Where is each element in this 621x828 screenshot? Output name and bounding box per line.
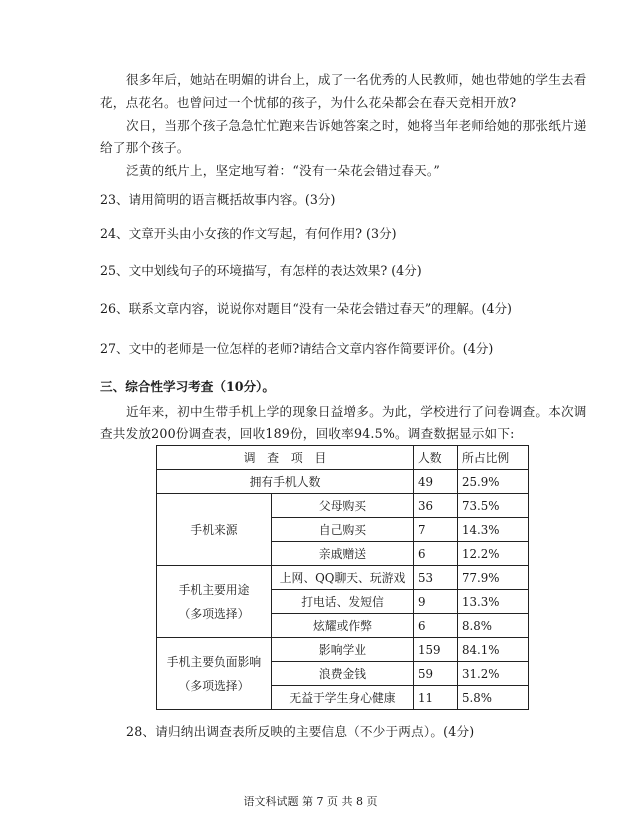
section-3-title: 三、综合性学习考查（10分）。 (100, 379, 275, 394)
total-label: 拥有手机人数 (157, 470, 414, 494)
row-count: 159 (414, 638, 458, 662)
row-item: 打电话、发短信 (272, 590, 414, 614)
survey-table (156, 445, 529, 710)
row-count: 6 (414, 614, 458, 638)
group-label-source: 手机来源 (157, 494, 272, 566)
row-item: 炫耀或作弊 (272, 614, 414, 638)
row-item: 自己购买 (272, 518, 414, 542)
row-count: 59 (414, 662, 458, 686)
story-para2-line2: 给了那个孩子。 (100, 140, 190, 155)
table-header-row (157, 446, 529, 470)
row-pct: 12.2% (458, 542, 529, 566)
row-item: 上网、QQ聊天、玩游戏 (272, 566, 414, 590)
header-count: 人数 (414, 446, 458, 470)
row-item: 浪费金钱 (272, 662, 414, 686)
row-count: 53 (414, 566, 458, 590)
header-pct: 所占比例 (458, 446, 529, 470)
row-pct: 84.1% (458, 638, 529, 662)
question-26: 26、联系文章内容，说说你对题目“没有一朵花会错过春天”的理解。(4分) (100, 301, 512, 316)
row-count: 7 (414, 518, 458, 542)
header-item: 调 查 项 目 (157, 446, 414, 470)
row-pct: 5.8% (458, 686, 529, 710)
page-footer: 语文科试题 第 7 页 共 8 页 (243, 795, 378, 808)
group-label-usage: 手机主要用途 （多项选择） (157, 566, 272, 638)
group-label-impact: 手机主要负面影响 （多项选择） (157, 638, 272, 710)
row-pct: 31.2% (458, 662, 529, 686)
row-count: 11 (414, 686, 458, 710)
row-count: 6 (414, 542, 458, 566)
total-pct: 25.9% (458, 470, 529, 494)
table-row (157, 566, 529, 590)
row-count: 9 (414, 590, 458, 614)
table-row (157, 638, 529, 662)
row-pct: 8.8% (458, 614, 529, 638)
row-pct: 73.5% (458, 494, 529, 518)
total-count: 49 (414, 470, 458, 494)
row-pct: 77.9% (458, 566, 529, 590)
row-pct: 13.3% (458, 590, 529, 614)
question-24: 24、文章开头由小女孩的作文写起，有何作用? (3分) (100, 226, 397, 241)
row-item: 父母购买 (272, 494, 414, 518)
question-23: 23、请用简明的语言概括故事内容。(3分) (100, 192, 336, 207)
question-25: 25、文中划线句子的环境描写，有怎样的表达效果? (4分) (100, 263, 422, 278)
row-item: 无益于学生身心健康 (272, 686, 414, 710)
table-row (157, 470, 529, 494)
story-para2-line1: 次日，当那个孩子急急忙忙跑来告诉她答案之时，她将当年老师给她的那张纸片递 (126, 118, 587, 133)
table-row (157, 494, 529, 518)
row-item: 影响学业 (272, 638, 414, 662)
row-pct: 14.3% (458, 518, 529, 542)
row-count: 36 (414, 494, 458, 518)
question-28: 28、请归纳出调查表所反映的主要信息（不少于两点）。(4分) (126, 724, 475, 739)
row-item: 亲戚赠送 (272, 542, 414, 566)
section-3-intro-line2: 查共发放200份调查表，回收189份，回收率94.5%。调查数据显示如下: (100, 426, 515, 441)
section-3-intro-line1: 近年来，初中生带手机上学的现象日益增多。为此，学校进行了问卷调查。本次调 (126, 404, 587, 419)
story-para1-line2: 花，点花名。也曾问过一个忧郁的孩子，为什么花朵都会在春天竞相开放? (100, 95, 517, 110)
story-para3: 泛黄的纸片上，坚定地写着：“没有一朵花会错过春天。” (126, 163, 441, 178)
question-27: 27、文中的老师是一位怎样的老师?请结合文章内容作简要评价。(4分) (100, 341, 494, 356)
story-para1-line1: 很多年后，她站在明媚的讲台上，成了一名优秀的人民教师，她也带她的学生去看 (126, 72, 587, 87)
